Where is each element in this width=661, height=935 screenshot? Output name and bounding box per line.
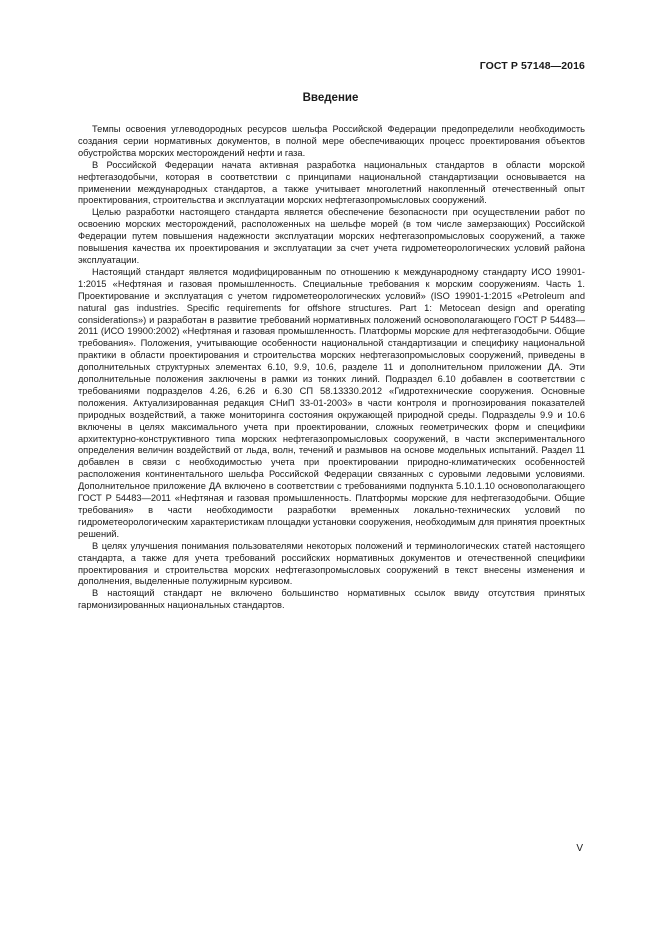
paragraph-5: В целях улучшения понимания пользователями некоторых положений и терминологических статей настоящего стандарта, а также для учета требований российских нормативных документов и отечественной специфики проектирования и строительства морских нефтегазопромысловых сооружений в текст внесены изменения и дополнения, выделенные полужирным курсивом.	[78, 540, 585, 587]
paragraph-2: В Российской Федерации начата активная разработка национальных стандартов в области морской нефтегазодобычи, которая в соответствии с принципами национальной стандартизации основывается на применении международных стандартов, а также учитывает многолетний накопленный отечественный опыт проектирования, строительства и эксплуатации морских нефтегазопромысловых сооружений.	[78, 159, 585, 206]
paragraph-6: В настоящий стандарт не включено большинство нормативных ссылок ввиду отсутствия принятых гармонизированных национальных стандартов.	[78, 588, 585, 611]
paragraph-4: Настоящий стандарт является модифицированным по отношению к международному стандарту ИСО 19901-1:2015 «Нефтяная и газовая промышленность. Специальные требования к морским сооружениям. Часть 1. Проектирование и эксплуатация с учетом гидрометеорологических условий» (ISO 19901-1:2015 «Petroleum and natural gas industries. Specific requirements for offshore structures. Part 1: Metocean design and operating considerations») и разработан в развитие требований нормативных положений основополагающего ГОСТ Р 54483—2011 (ИСО 19900:2002) «Нефтяная и газовая промышленность. Платформы морские для нефтегазодобычи. Общие требования». Положения, учитывающие особенности национальной стандартизации и специфику национальной практики в области проектирования и строительства морских нефтегазопромысловых сооружений, приведены в дополнительных структурных элементах 6.10, 9.9, 10.6, разделе 11 и дополнительном приложении ДА. Эти дополнительные положения заключены в рамки из тонких линий. Подраздел 6.10 добавлен в соответствии с требованиями подразделов 4.26, 6.26 и 6.30 СП 58.13330.2012 «Гидротехнические сооружения. Основные положения. Актуализированная редакция СНиП 33-01-2003» в части контроля и прогнозирования показателей природных воздействий, а также мониторинга состояния окружающей природной среды. Подразделы 9.9 и 10.6 включены в целях максимального учета при проектировании, сложных геометрических форм и специфики архитектурно-конструктивного типа морских нефтегазопромысловых сооружений, в части экспериментального определения величин воздействий от льда, волн, течений и размывов на основе модельных испытаний. Раздел 11 добавлен в связи с необходимостью учета при проектировании природно-климатических особенностей расположения континентального шельфа Российской Федерации связанных с суровыми ледовыми условиями. Дополнительное приложение ДА включено в соответствии с требованиями подпункта 5.10.1.10 основополагающего ГОСТ Р 54483—2011 «Нефтяная и газовая промышленность. Платформы морские для нефтегазодобычи. Общие требования» в части необходимости разработки временных локально-технических условий по гидрометеорологическим характеристикам площадки установки сооружения, необходимым для принятия проектных решений.	[78, 266, 585, 539]
paragraph-1: Темпы освоения углеводородных ресурсов шельфа Российской Федерации предопределили необходимость создания серии нормативных документов, в полной мере обеспечивающих процесс проектирования объектов обустройства морских месторождений нефти и газа.	[78, 124, 585, 158]
paragraph-3: Целью разработки настоящего стандарта является обеспечение безопасности при осуществлении работ по освоению морских месторождений, расположенных на шельфе морей (в том числе замерзающих) Российской Федерации путем повышения надежности эксплуатации морских нефтегазопромысловых сооружений, а также повышения качества их проектирования и эксплуатации за счет учета гидрометеорологических условий района эксплуатации.	[78, 207, 585, 265]
introduction-body	[78, 124, 585, 612]
standard-number: ГОСТ Р 57148—2016	[479, 60, 585, 72]
page-title: Введение	[302, 92, 359, 104]
page-number: V	[576, 843, 583, 854]
